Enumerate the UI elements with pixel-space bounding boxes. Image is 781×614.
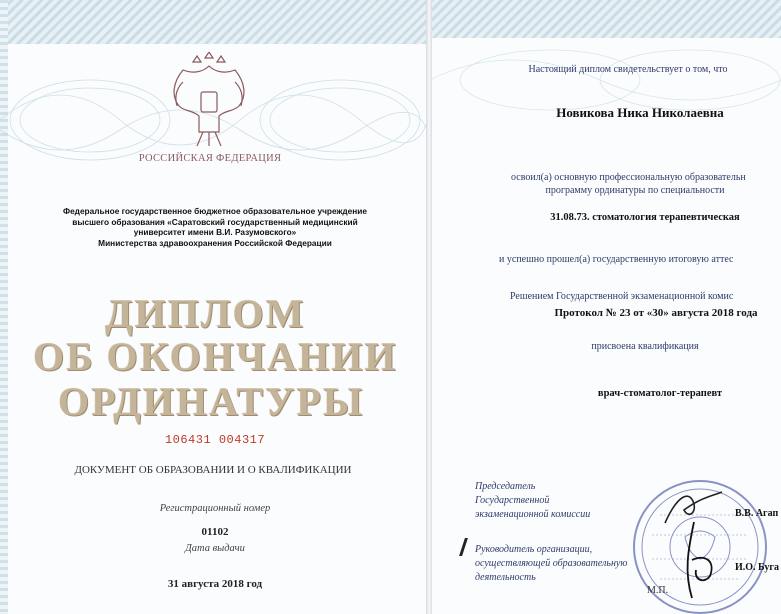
qualification-label: присвоена квалификация — [591, 341, 699, 352]
intro-text: Настоящий диплом свидетельствует о том, что — [528, 64, 728, 75]
head-title-line-1: Руководитель организации, — [475, 544, 593, 555]
mastered-line-1: освоил(а) основную профессиональную образовательн — [511, 172, 746, 183]
issue-date-label: Дата выдачи — [185, 543, 245, 554]
decision-text: Решением Государственной экзаменационной комис — [510, 291, 734, 302]
head-title — [475, 543, 627, 585]
guilloche-top-band — [0, 0, 430, 44]
chair-name: В.В. Агап — [735, 508, 779, 519]
diploma-title-line-2: ОБ ОКОНЧАНИИ — [33, 334, 398, 379]
org-line-4: Министерства здравоохранения Российской Федерации — [98, 237, 332, 248]
page-fold — [426, 0, 432, 614]
head-signature-icon — [664, 520, 724, 600]
issue-date: 31 августа 2018 год — [167, 578, 263, 590]
head-title-line-3: деятельность — [475, 572, 536, 583]
country-name: РОССИЙСКАЯ ФЕДЕРАЦИЯ — [138, 153, 282, 164]
diploma-title-line-3: ОРДИНАТУРЫ — [58, 379, 365, 424]
serial-number: 106431 004317 — [164, 433, 266, 447]
qualification: врач-стоматолог-терапевт — [597, 388, 723, 399]
specialty: 31.08.73. стоматология терапевтическая — [550, 212, 740, 223]
graduate-name: Новикова Ника Николаевна — [556, 105, 724, 120]
organization-name — [40, 206, 390, 248]
stamp-place-mark: М.П. — [647, 585, 669, 596]
registration-label: Регистрационный номер — [159, 503, 271, 514]
head-title-line-2: осуществляющей образовательную — [475, 558, 628, 569]
chair-title-line-3: экзаменационной комиссии — [475, 509, 591, 520]
registration-number: 01102 — [201, 526, 229, 538]
protocol-text: Протокол № 23 от «30» августа 2018 года — [554, 307, 758, 319]
mastered-line-2: программу ординатуры по специальности — [545, 185, 725, 196]
org-line-1: Федеральное государственное бюджетное образовательное учреждение — [62, 206, 367, 216]
document-type: ДОКУМЕНТ ОБ ОБРАЗОВАНИИ И О КВАЛИФИКАЦИИ — [74, 464, 352, 476]
chair-title-line-1: Председатель — [475, 481, 536, 492]
chair-title — [475, 480, 590, 522]
chair-title-line-2: Государственной — [475, 495, 550, 506]
guilloche-top-band-right — [430, 0, 781, 38]
org-line-3: университет имени В.И. Разумовского» — [133, 227, 297, 237]
coat-of-arms-icon — [163, 52, 255, 152]
org-line-2: высшего образования «Саратовский государственный медицинский — [72, 216, 358, 227]
head-name: И.О. Буга — [735, 562, 779, 573]
diploma-title-line-1: ДИПЛОМ — [105, 291, 306, 336]
passed-text: и успешно прошел(а) государственную итоговую аттес — [499, 254, 734, 265]
